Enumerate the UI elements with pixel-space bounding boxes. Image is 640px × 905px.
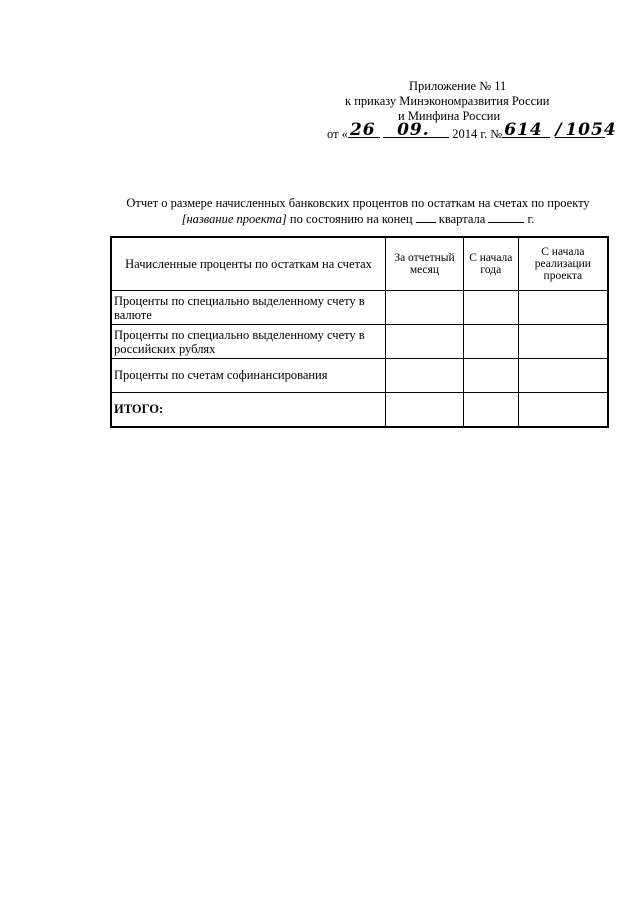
table-row [111,291,608,325]
table-cell [518,291,608,325]
as-of-end-label: по состоянию на конец [289,212,413,226]
table-cell [463,325,518,359]
table-cell [386,393,464,427]
date-month-field [383,120,449,140]
table-cell [386,359,464,393]
table-cell [463,359,518,393]
header-year-to-date: С начала года [463,237,518,291]
quarter-label: квартала [438,212,486,226]
header-reporting-month: За отчетный месяц [386,237,464,291]
row-label-cofinancing: Проценты по счетам софинансирования [111,359,386,393]
interest-report-table [110,236,609,428]
date-month: 09. [397,120,430,140]
table-header-row [111,237,608,291]
appendix-number: Приложение № 11 [409,79,507,93]
table-cell [386,325,464,359]
header-since-project-start: С начала реализации проекта [518,237,608,291]
order-number-2: 1054 [565,120,617,140]
date-year: 2014 г. № [452,127,503,141]
project-name-placeholder: [название проекта] [181,212,287,226]
total-label: ИТОГО: [111,393,386,427]
table-cell [463,393,518,427]
date-prefix: от « [327,127,348,141]
table-cell [518,393,608,427]
order-number-2-field [555,120,617,140]
order-number-1-field [502,120,550,140]
table-cell [518,359,608,393]
table-cell [386,291,464,325]
date-number-line [327,120,617,142]
header-accrued-interest: Начисленные проценты по остаткам на счетах [111,237,386,291]
table-row [111,325,608,359]
table-cell [518,325,608,359]
row-label-rubles: Проценты по специально выделенному счету в российских рублях [111,325,386,359]
table-cell [463,291,518,325]
order-number-1: 614 [504,120,543,140]
order-reference: к приказу Минэкономразвития России [345,94,550,108]
ministry-reference: и Минфина России [398,109,501,123]
date-day-field [348,120,380,140]
report-title-line-2 [60,211,640,227]
row-label-foreign-currency: Проценты по специально выделенному счету в валюте [111,291,386,325]
year-suffix: г. [527,212,535,226]
report-title [60,196,640,227]
year-blank [488,211,524,223]
quarter-blank [416,211,436,223]
table-total-row [111,393,608,427]
table-row [111,359,608,393]
order-separator: / [555,120,563,140]
date-day: 26 [349,120,376,140]
report-title-line-1: Отчет о размере начисленных банковских процентов по остаткам на счетах по проекту [126,196,590,210]
